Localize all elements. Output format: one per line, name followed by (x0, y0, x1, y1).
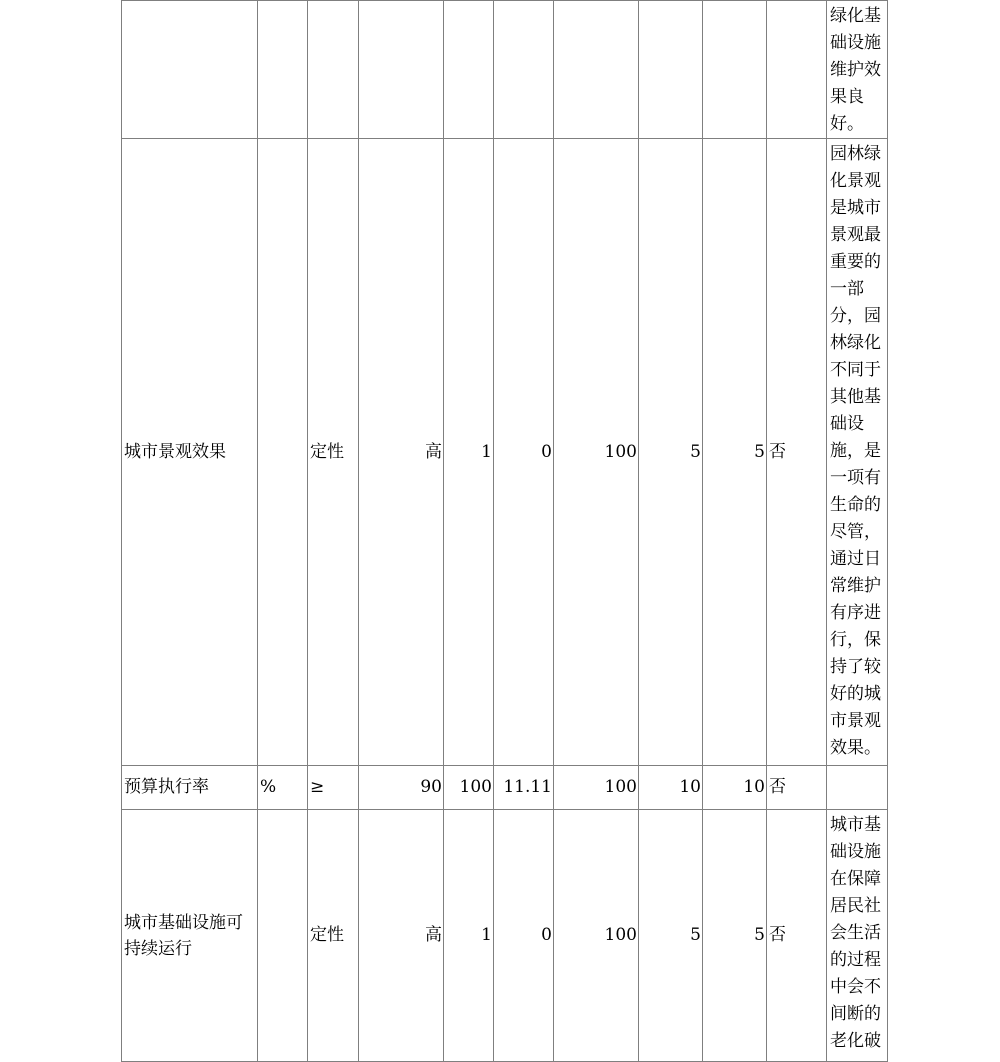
note-line: 不同于 (830, 360, 881, 380)
note-line: 分，园 (830, 306, 881, 326)
unit-cell (258, 1, 308, 139)
note-line: 通过日 (830, 549, 881, 569)
note-line: 林绿化 (830, 333, 881, 353)
score-cell (703, 1, 767, 139)
note-line: 市景观 (830, 711, 881, 731)
note-line: 的过程 (830, 950, 881, 970)
table-row (122, 139, 888, 766)
type-cell: ≥ (308, 766, 359, 810)
score-pct-cell: 100 (554, 139, 639, 766)
note-line: 在保障 (830, 869, 881, 889)
note-line: 效果。 (830, 738, 881, 758)
note-line: 间断的 (830, 1004, 881, 1024)
note-line: 景观最 (830, 225, 881, 245)
target-cell: 高 (359, 139, 444, 766)
indicator-name (122, 1, 258, 139)
weight-cell: 10 (639, 766, 703, 810)
weight-cell: 5 (639, 139, 703, 766)
note-line: 础设施 (830, 33, 881, 53)
adjust-cell: 否 (767, 810, 827, 1062)
score-cell: 10 (703, 766, 767, 810)
actual-cell: 1 (444, 139, 494, 766)
target-cell: 90 (359, 766, 444, 810)
note-line: 是城市 (830, 198, 881, 218)
note-line: 尽管， (830, 522, 881, 542)
type-cell (308, 1, 359, 139)
note-line: 重要的 (830, 252, 881, 272)
adjust-cell: 否 (767, 139, 827, 766)
note-line: 果良 (830, 87, 864, 107)
actual-cell: 100 (444, 766, 494, 810)
performance-table (121, 0, 888, 1062)
table-row (122, 766, 888, 810)
note-line: 其他基 (830, 387, 881, 407)
note-cell (827, 766, 888, 810)
deviation-cell: 11.11 (494, 766, 554, 810)
adjust-cell (767, 1, 827, 139)
score-pct-cell (554, 1, 639, 139)
unit-cell (258, 139, 308, 766)
table-row (122, 1, 888, 139)
deviation-cell (494, 1, 554, 139)
note-line: 常维护 (830, 576, 881, 596)
score-pct-cell: 100 (554, 766, 639, 810)
note-line: 有序进 (830, 603, 881, 623)
note-line: 施，是 (830, 441, 881, 461)
score-cell: 5 (703, 810, 767, 1062)
score-cell: 5 (703, 139, 767, 766)
note-line: 会生活 (830, 923, 881, 943)
deviation-cell: 0 (494, 139, 554, 766)
type-cell: 定性 (308, 810, 359, 1062)
note-line: 好。 (830, 114, 864, 134)
note-cell (827, 810, 888, 1062)
target-cell (359, 1, 444, 139)
note-line: 生命的 (830, 495, 881, 515)
note-line: 础设施 (830, 842, 881, 862)
note-line: 持了较 (830, 657, 881, 677)
note-line: 一部 (830, 279, 864, 299)
unit-cell (258, 810, 308, 1062)
note-line: 维护效 (830, 60, 881, 80)
note-line: 础设 (830, 414, 864, 434)
note-line: 好的城 (830, 684, 881, 704)
type-cell: 定性 (308, 139, 359, 766)
note-line: 城市基 (830, 815, 881, 835)
score-pct-cell: 100 (554, 810, 639, 1062)
indicator-name-line: 城市基础设施可 (124, 912, 243, 933)
note-line: 化景观 (830, 171, 881, 191)
adjust-cell: 否 (767, 766, 827, 810)
indicator-name (122, 810, 258, 1062)
indicator-name: 城市景观效果 (122, 139, 258, 766)
weight-cell: 5 (639, 810, 703, 1062)
note-line: 行，保 (830, 630, 881, 650)
deviation-cell: 0 (494, 810, 554, 1062)
note-cell (827, 139, 888, 766)
actual-cell (444, 1, 494, 139)
note-line: 一项有 (830, 468, 881, 488)
weight-cell (639, 1, 703, 139)
unit-cell: % (258, 766, 308, 810)
indicator-name-line: 持续运行 (124, 938, 192, 959)
note-cell (827, 1, 888, 139)
note-line: 绿化基 (830, 6, 881, 26)
target-cell: 高 (359, 810, 444, 1062)
note-line: 中会不 (830, 977, 881, 997)
actual-cell: 1 (444, 810, 494, 1062)
note-line: 园林绿 (830, 144, 881, 164)
note-line: 老化破 (830, 1031, 881, 1051)
indicator-name: 预算执行率 (122, 766, 258, 810)
note-line: 居民社 (830, 896, 881, 916)
table-row (122, 810, 888, 1062)
